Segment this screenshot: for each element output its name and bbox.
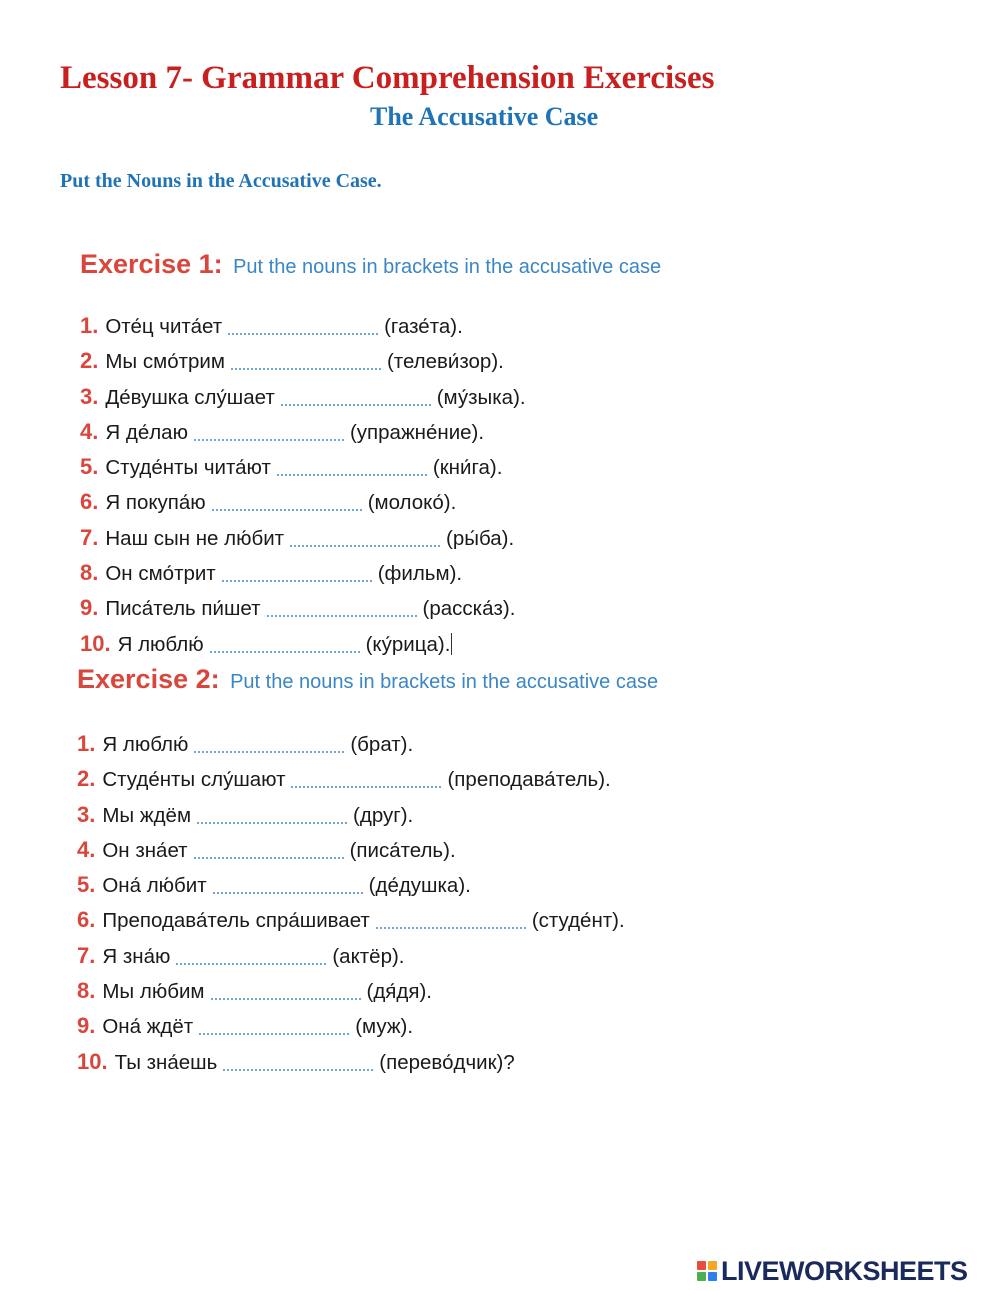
sentence-start: Он зна́ет xyxy=(102,838,188,862)
answer-blank[interactable] xyxy=(210,643,360,653)
item-number: 7. xyxy=(80,524,99,550)
answer-blank[interactable] xyxy=(176,955,326,965)
item-number: 2. xyxy=(77,766,96,792)
exercise2-item xyxy=(77,867,625,902)
noun-in-brackets: (друг). xyxy=(353,803,414,827)
exercise-1-prompt: Put the nouns in brackets in the accusative case xyxy=(233,256,662,278)
noun-in-brackets: (ку́рица). xyxy=(365,632,451,656)
answer-blank[interactable] xyxy=(228,325,378,335)
sentence-start: Преподава́тель спра́шивает xyxy=(102,909,370,933)
item-number: 5. xyxy=(80,454,99,480)
exercise-1-list xyxy=(80,308,526,661)
item-number: 3. xyxy=(80,383,99,409)
item-number: 1. xyxy=(80,313,99,338)
sentence-start: Она́ ждёт xyxy=(102,1015,194,1039)
noun-in-brackets: (телеви́зор). xyxy=(386,350,504,374)
noun-in-brackets: (муж). xyxy=(355,1015,414,1039)
noun-in-brackets: (дя́дя). xyxy=(366,980,432,1004)
noun-in-brackets: (кни́га). xyxy=(432,456,503,480)
noun-in-brackets: (му́зыка). xyxy=(436,385,526,409)
liveworksheets-logo-icon xyxy=(697,1261,717,1281)
logo-text: LIVEWORKSHEETS xyxy=(721,1255,968,1286)
sentence-start: Я зна́ю xyxy=(102,944,171,968)
noun-in-brackets: (фильм). xyxy=(377,562,463,586)
exercise1-item xyxy=(80,449,526,484)
item-number: 5. xyxy=(77,872,96,898)
lesson-title: Lesson 7- Grammar Comprehension Exercises xyxy=(60,60,715,96)
exercise-1-heading xyxy=(80,249,661,280)
exercise2-item xyxy=(77,902,625,937)
exercise-1-label: Exercise 1: xyxy=(80,249,223,279)
item-number: 2. xyxy=(80,348,99,374)
exercise1-item xyxy=(80,590,526,625)
answer-blank[interactable] xyxy=(194,849,344,859)
item-number: 6. xyxy=(77,907,96,933)
noun-in-brackets: (студе́нт). xyxy=(531,909,625,933)
answer-blank[interactable] xyxy=(290,537,440,547)
answer-blank[interactable] xyxy=(222,572,372,582)
exercise2-item xyxy=(77,832,625,867)
sentence-start: Оте́ц чита́ет xyxy=(105,315,223,338)
noun-in-brackets: (молоко́). xyxy=(367,491,457,515)
answer-blank[interactable] xyxy=(223,1061,373,1071)
exercise2-item xyxy=(77,1044,625,1079)
item-number: 9. xyxy=(80,595,99,621)
answer-blank[interactable] xyxy=(212,501,362,511)
sentence-start: Наш сын не лю́бит xyxy=(105,526,285,550)
sentence-start: Мы смо́трим xyxy=(105,350,225,374)
sentence-start: Де́вушка слу́шает xyxy=(105,385,275,409)
answer-blank[interactable] xyxy=(197,814,347,824)
sentence-start: Студе́нты чита́ют xyxy=(105,456,271,480)
answer-blank[interactable] xyxy=(211,990,361,1000)
exercise2-item xyxy=(77,1008,625,1043)
item-number: 4. xyxy=(80,418,99,444)
item-number: 4. xyxy=(77,836,96,862)
noun-in-brackets: (перево́дчик)? xyxy=(379,1050,515,1074)
noun-in-brackets: (ры́ба). xyxy=(446,526,515,550)
noun-in-brackets: (де́душка). xyxy=(368,874,471,898)
item-number: 7. xyxy=(77,942,96,968)
item-number: 6. xyxy=(80,489,99,515)
exercise1-item xyxy=(80,626,526,661)
exercise-2-label: Exercise 2: xyxy=(77,664,220,694)
exercise1-item xyxy=(80,343,526,378)
sentence-start: Я люблю́ xyxy=(117,632,204,656)
answer-blank[interactable] xyxy=(213,884,363,894)
item-number: 10. xyxy=(80,630,111,656)
exercise1-item xyxy=(80,520,526,555)
noun-in-brackets: (брат). xyxy=(350,733,414,756)
answer-blank[interactable] xyxy=(194,431,344,441)
item-number: 9. xyxy=(77,1013,96,1039)
noun-in-brackets: (писа́тель). xyxy=(349,838,456,862)
sentence-start: Писа́тель пи́шет xyxy=(105,597,261,621)
exercise1-item xyxy=(80,379,526,414)
sentence-start: Он смо́трит xyxy=(105,562,216,586)
lesson-subtitle: The Accusative Case xyxy=(370,102,599,131)
sentence-start: Я люблю́ xyxy=(102,733,189,756)
sentence-start: Я покупа́ю xyxy=(105,491,206,515)
exercise1-item xyxy=(80,414,526,449)
sentence-start: Студе́нты слу́шают xyxy=(102,768,286,792)
sentence-start: Ты зна́ешь xyxy=(114,1050,218,1074)
item-number: 8. xyxy=(77,978,96,1004)
item-number: 8. xyxy=(80,560,99,586)
instruction-text: Put the Nouns in the Accusative Case. xyxy=(60,170,382,192)
answer-blank[interactable] xyxy=(267,607,417,617)
answer-blank[interactable] xyxy=(281,396,431,406)
answer-blank[interactable] xyxy=(199,1025,349,1035)
noun-in-brackets: (расска́з). xyxy=(422,597,516,621)
answer-blank[interactable] xyxy=(231,360,381,370)
noun-in-brackets: (актёр). xyxy=(332,944,405,968)
answer-blank[interactable] xyxy=(376,919,526,929)
exercise2-item xyxy=(77,797,625,832)
sentence-start: Мы лю́бим xyxy=(102,980,205,1004)
noun-in-brackets: (преподава́тель). xyxy=(447,768,611,792)
answer-blank[interactable] xyxy=(194,743,344,753)
exercise-2-prompt: Put the nouns in brackets in the accusative case xyxy=(230,671,659,693)
answer-blank[interactable] xyxy=(291,778,441,788)
item-number: 10. xyxy=(77,1048,108,1074)
exercise2-item xyxy=(77,938,625,973)
exercise2-item xyxy=(77,973,625,1008)
answer-blank[interactable] xyxy=(277,466,427,476)
exercise2-item xyxy=(77,761,625,796)
exercise1-item xyxy=(80,555,526,590)
sentence-start: Она́ лю́бит xyxy=(102,874,207,898)
exercise-2-list xyxy=(77,726,625,1079)
exercise1-item xyxy=(80,484,526,519)
sentence-start: Мы ждём xyxy=(102,803,192,827)
exercise-2-heading xyxy=(77,664,658,695)
item-number: 1. xyxy=(77,731,96,756)
liveworksheets-logo xyxy=(697,1256,968,1286)
text-cursor xyxy=(451,633,452,655)
noun-in-brackets: (газе́та). xyxy=(384,315,463,338)
exercise1-item xyxy=(80,308,526,343)
noun-in-brackets: (упражне́ние). xyxy=(349,420,485,444)
item-number: 3. xyxy=(77,801,96,827)
exercise2-item xyxy=(77,726,625,761)
sentence-start: Я де́лаю xyxy=(105,420,188,444)
